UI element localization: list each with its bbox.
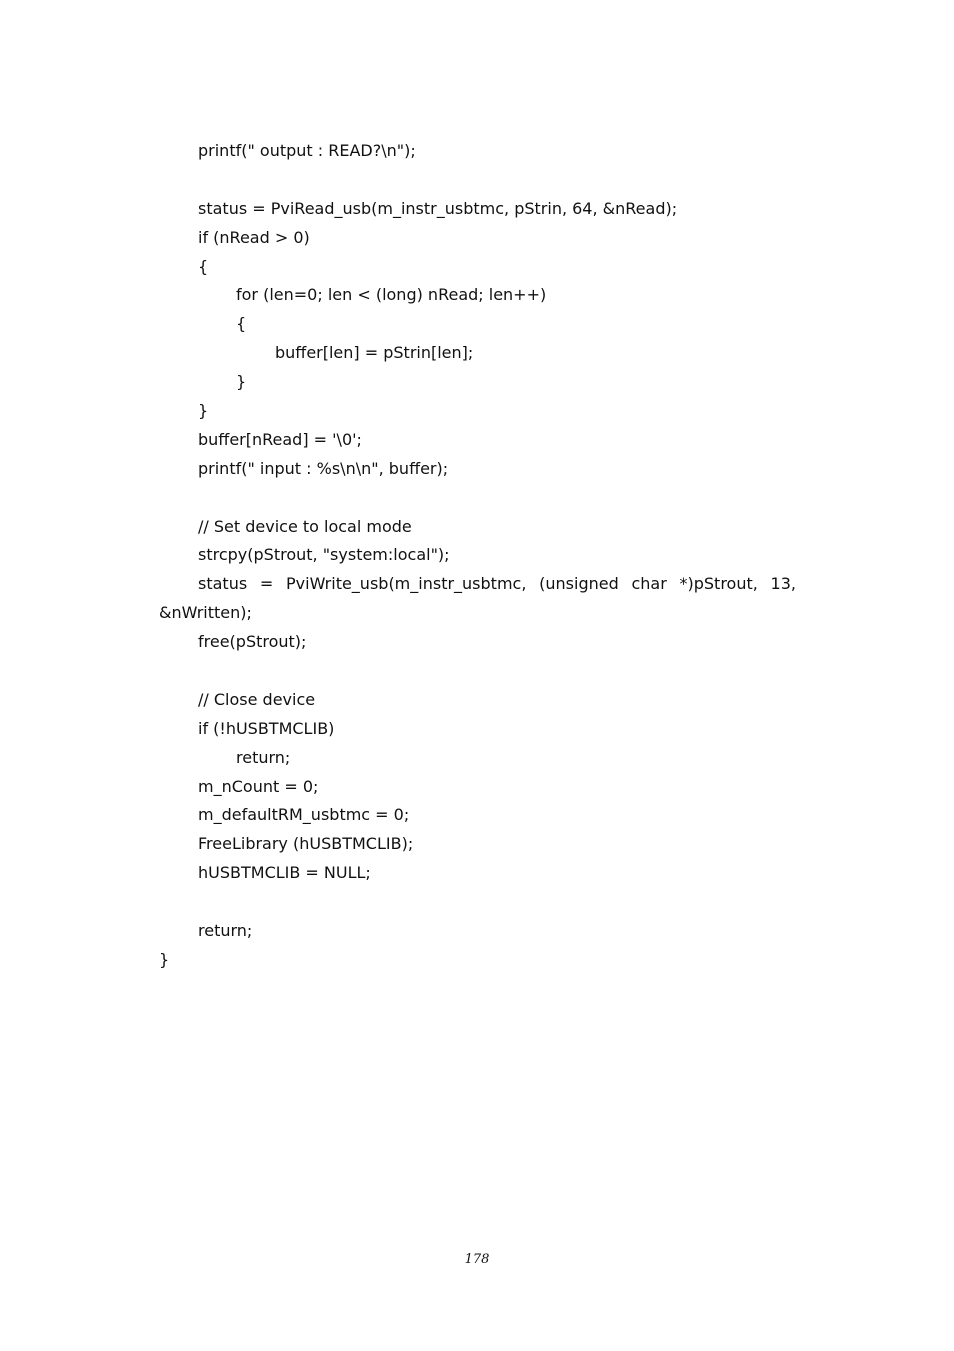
code-line: if (!hUSBTMCLIB) [198,718,335,738]
code-line: printf(" output : READ?\n"); [198,141,416,160]
code-line: m_nCount = 0; [198,776,319,796]
code-line: free(pStrout); [198,632,307,652]
code-line: { [198,256,209,276]
code-line: strcpy(pStrout, "system:local"); [198,545,450,565]
code-line: if (nRead > 0) [198,227,310,247]
code-line: } [159,949,170,969]
blank-line [159,888,799,917]
code-line: { [236,314,247,334]
code-line: for (len=0; len < (long) nRead; len++) [236,285,547,305]
code-line: hUSBTMCLIB = NULL; [198,863,371,883]
code-line: FreeLibrary (hUSBTMCLIB); [198,834,414,854]
blank-line [159,166,799,195]
code-listing [159,137,799,975]
code-line: status = PviWrite_usb(m_instr_usbtmc, (unsigned char *)pStrout, 13, [198,574,796,594]
blank-line [159,484,799,513]
code-line: // Set device to local mode [198,516,412,536]
code-line: } [198,401,209,421]
code-line: m_defaultRM_usbtmc = 0; [198,805,410,825]
code-line: // Close device [198,689,316,709]
code-line: return; [236,747,291,767]
code-line: status = PviRead_usb(m_instr_usbtmc, pStrin, 64, &nRead); [198,198,678,218]
code-line: } [236,372,247,392]
code-line: return; [198,921,253,941]
code-line: &nWritten); [159,603,252,623]
code-line: printf(" input : %s\n\n", buffer); [198,458,449,478]
code-line: buffer[len] = pStrin[len]; [275,343,474,363]
code-line: buffer[nRead] = '\0'; [198,429,362,449]
blank-line [159,657,799,686]
page-number: 178 [464,1252,490,1267]
